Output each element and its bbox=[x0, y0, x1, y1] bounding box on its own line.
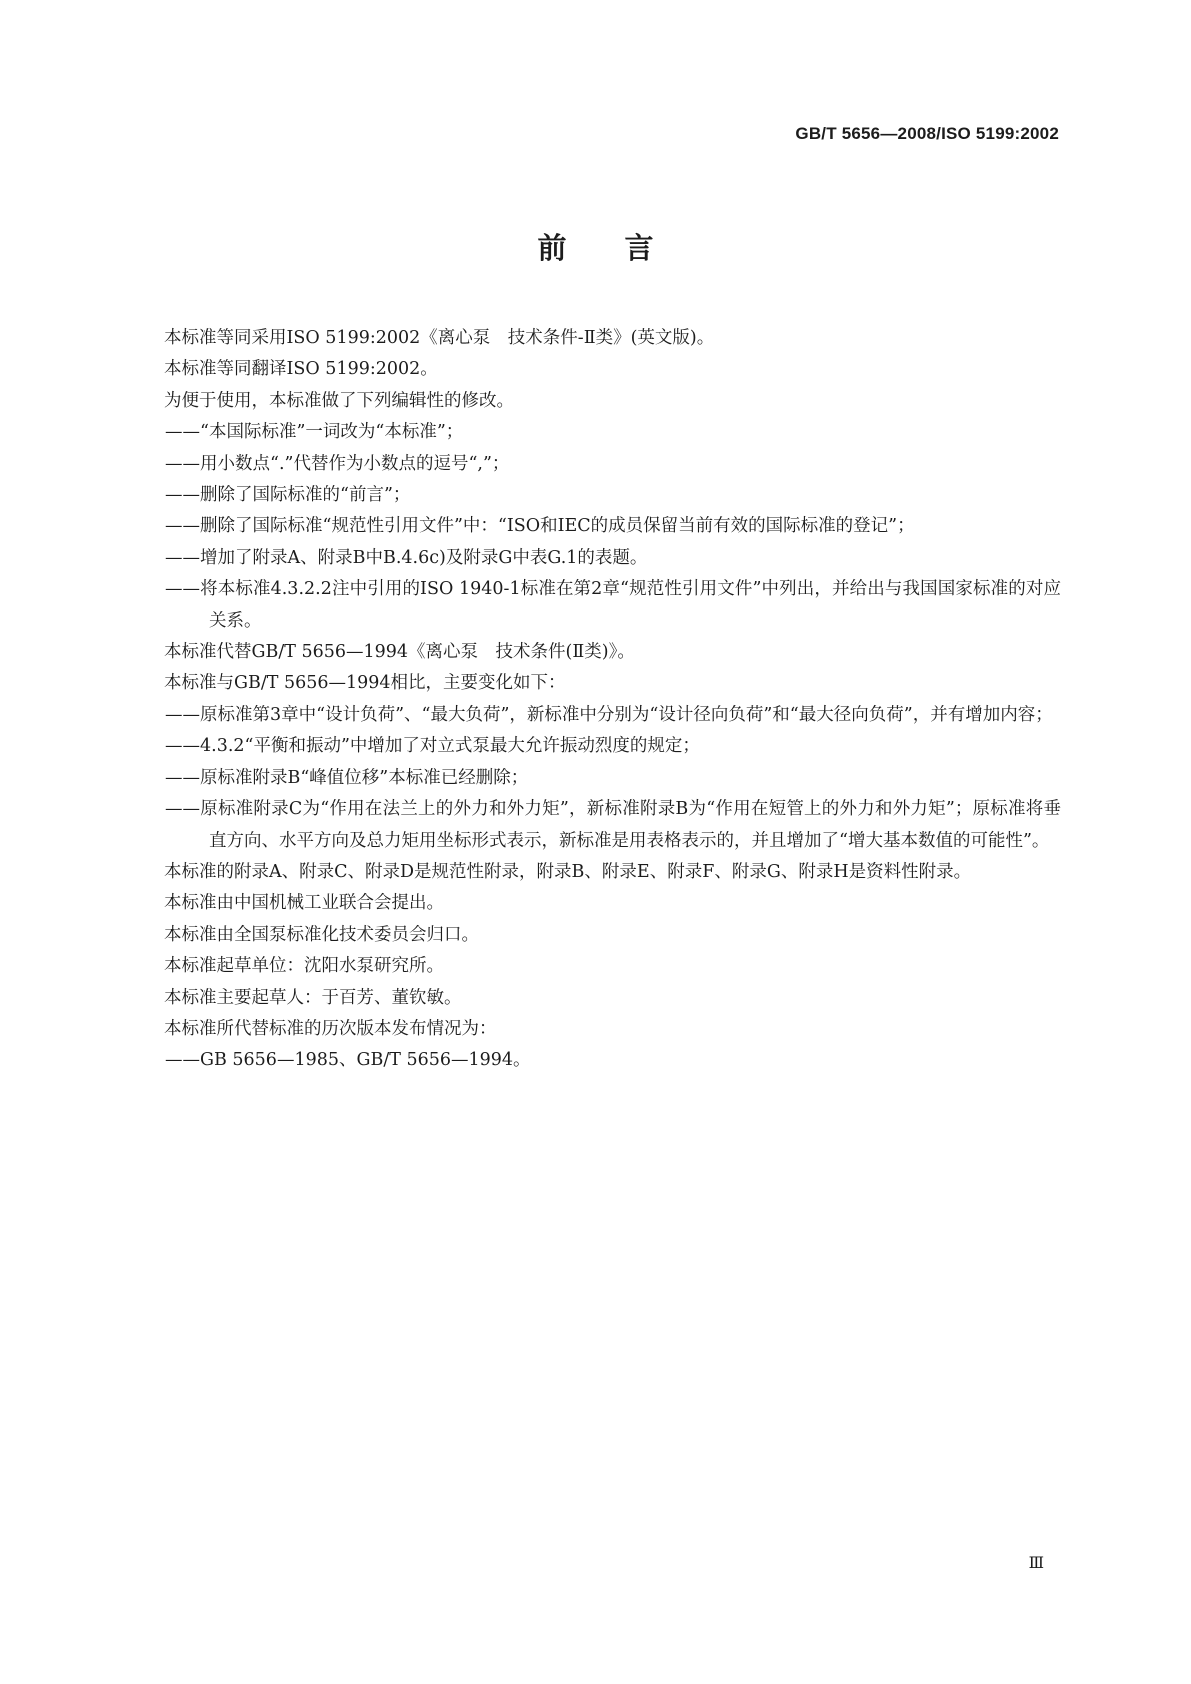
page-title: 前言 bbox=[537, 231, 712, 265]
list-item: ——4.3.2“平衡和振动”中增加了对立式泵最大允许振动烈度的规定； bbox=[165, 736, 700, 757]
paragraph: 本标准所代替标准的历次版本发布情况为： bbox=[164, 1018, 497, 1039]
list-item: ——将本标准4.3.2.2注中引用的ISO 1940-1标准在第2章“规范性引用文件”中列出，并给出与我国国家标准的对应关系。 bbox=[165, 579, 1061, 631]
paragraph: 本标准代替GB/T 5656—1994《离心泵 技术条件(Ⅱ类)》。 bbox=[164, 642, 635, 663]
document-body bbox=[129, 323, 1061, 1077]
list-item: ——原标准附录C为“作用在法兰上的外力和外力矩”，新标准附录B为“作用在短管上的外力和外力矩”；原标准将垂直方向、水平方向及总力矩用坐标形式表示，新标准是用表格表示的，并且增加了“增大基本数值的可能性”。 bbox=[165, 799, 1061, 851]
list-item: ——删除了国际标准“规范性引用文件”中：“ISO和IEC的成员保留当前有效的国际标准的登记”； bbox=[165, 516, 915, 537]
paragraph: 本标准等同翻译ISO 5199:2002。 bbox=[164, 359, 438, 380]
list-item: ——GB 5656—1985、GB/T 5656—1994。 bbox=[165, 1050, 531, 1071]
paragraph: 为便于使用，本标准做了下列编辑性的修改。 bbox=[164, 390, 514, 411]
page-number: Ⅲ bbox=[1028, 1553, 1044, 1572]
paragraph: 本标准由全国泵标准化技术委员会归口。 bbox=[164, 924, 479, 945]
list-item: ——“本国际标准”一词改为“本标准”； bbox=[165, 422, 464, 443]
standard-code: GB/T 5656—2008/ISO 5199:2002 bbox=[795, 124, 1059, 143]
list-item: ——增加了附录A、附录B中B.4.6c)及附录G中表G.1的表题。 bbox=[165, 547, 648, 568]
paragraph: 本标准由中国机械工业联合会提出。 bbox=[164, 893, 444, 914]
paragraph: 本标准等同采用ISO 5199:2002《离心泵 技术条件-Ⅱ类》(英文版)。 bbox=[164, 328, 715, 348]
list-item: ——原标准第3章中“设计负荷”、“最大负荷”，新标准中分别为“设计径向负荷”和“最大径向负荷”，并有增加内容； bbox=[165, 704, 1053, 725]
paragraph: 本标准主要起草人：于百芳、董钦敏。 bbox=[164, 987, 462, 1008]
paragraph: 本标准起草单位：沈阳水泵研究所。 bbox=[164, 956, 444, 977]
paragraph: 本标准与GB/T 5656—1994相比，主要变化如下： bbox=[164, 673, 566, 694]
list-item: ——删除了国际标准的“前言”； bbox=[165, 485, 411, 506]
list-item: ——用小数点“.”代替作为小数点的逗号“,”； bbox=[165, 453, 510, 474]
list-item: ——原标准附录B“峰值位移”本标准已经删除； bbox=[165, 767, 529, 788]
paragraph: 本标准的附录A、附录C、附录D是规范性附录，附录B、附录E、附录F、附录G、附录H是资料性附录。 bbox=[164, 861, 972, 882]
